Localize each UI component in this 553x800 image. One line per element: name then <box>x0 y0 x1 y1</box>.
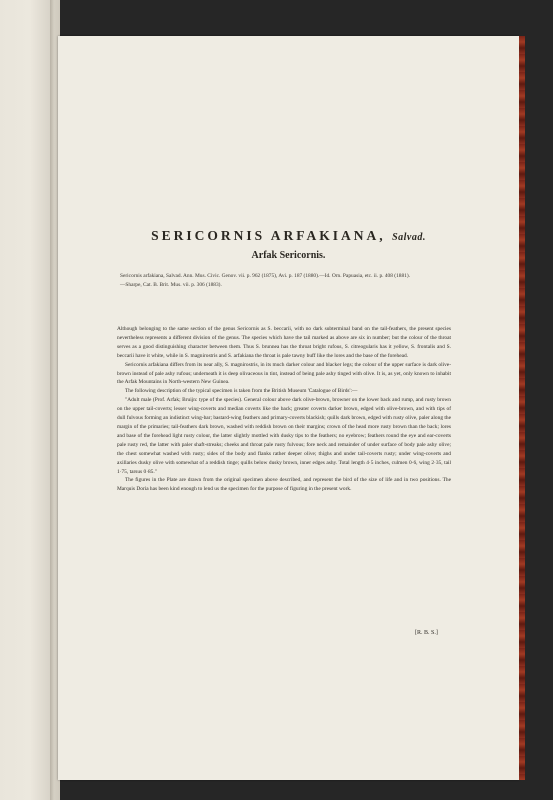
left-page <box>0 0 50 800</box>
paragraph: The figures in the Plate are drawn from the original specimen above described, and represent the bird of the size of life and in two positions. The Marquis Doria has been kind enough to lend us the specimen for the purpose of figuring in the present work. <box>117 477 451 493</box>
species-author: Salvad. <box>392 232 426 243</box>
species-name: SERICORNIS ARFAKIANA, <box>151 228 386 243</box>
signature: [R. B. S.] <box>415 630 438 636</box>
paragraph: Although belonging to the same section of the genus Sericornis as S. beccarii, with no dark subterminal band on the tail-feathers, the present species nevertheless represents a different division of the genus. The species which have the tail marked as above are six in number; but the colour of the throat serves as a good distinguishing character between them. Thus S. brunnea has the throat bright rufous, S. citreogularis has it yellow, S. frontalis and S. beccarii have it white, while in S. magnirostris and S. arfakiana the throat is pale tawny buff like the lores and the base of the forehead. <box>117 326 451 359</box>
paragraph: "Adult male (Prof. Arfak; Bruijn: type of the species). General colour above dark olive-brown, browner on the lower back and rump, and rusty brown on the upper tail-coverts; lesser wing-coverts and median coverts like the back; greater coverts darker brown, edged with olive-brown, and with tips of dull fulvous forming an indistinct wing-bar; bastard-wing feathers and primary-coverts blackish; quills dark brown, edged with rusty olive, paler along the margin of the primaries; tail-feathers dark brown, washed with reddish brown on their margins; crown of the head more rusty brown than the back; lores and base of the forehead light rusty colour, the latter slightly mottled with dusky tips to the feathers; no eyebrow; feathers round the eye and ear-coverts pale rusty red, the latter with paler shaft-streaks; cheeks and throat pale rusty fulvous; fore neck and remainder of under surface of body pale ashy olive; the chest somewhat washed with rusty; sides of the body and flanks rather deeper olive; thighs and under tail-coverts rusty; under wing-coverts and axillaries dusky olive with somewhat of a reddish tinge; quills below dusky brown, inner edges ashy. Total length 4·5 inches, culmen 0·6, wing 2·35, tail 1·75, tarsus 0·85." <box>117 397 451 475</box>
body-text <box>117 325 451 494</box>
paragraph: The following description of the typical specimen is taken from the British Museum 'Catalogue of Birds':— <box>125 388 358 395</box>
common-name: Arfak Sericornis. <box>251 250 326 261</box>
paragraph: Sericornis arfakiana differs from its near ally, S. magnirostris, in its much darker colour and blacker legs; the colour of the upper surface is dark olive-brown instead of pale ashy rufous; underneath it is deep olivaceous in tint, instead of being pale ashy tinged with olive. It is, as yet, only known to inhabit the Arfak Mountains in North-western New Guinea. <box>117 361 451 386</box>
references: Sericornis arfakiana, Salvad. Ann. Mus. Civic. Genov. vii. p. 962 (1875), Avi. p. 187 (1880).—Id. Orn. Papuasia, etc. ii. p. 408 (1881).—Sharpe, Cat. B. Brit. Mus. vii. p. 306 (1883). <box>120 273 410 288</box>
page-title <box>58 228 519 244</box>
marbled-page-edge <box>519 36 525 780</box>
